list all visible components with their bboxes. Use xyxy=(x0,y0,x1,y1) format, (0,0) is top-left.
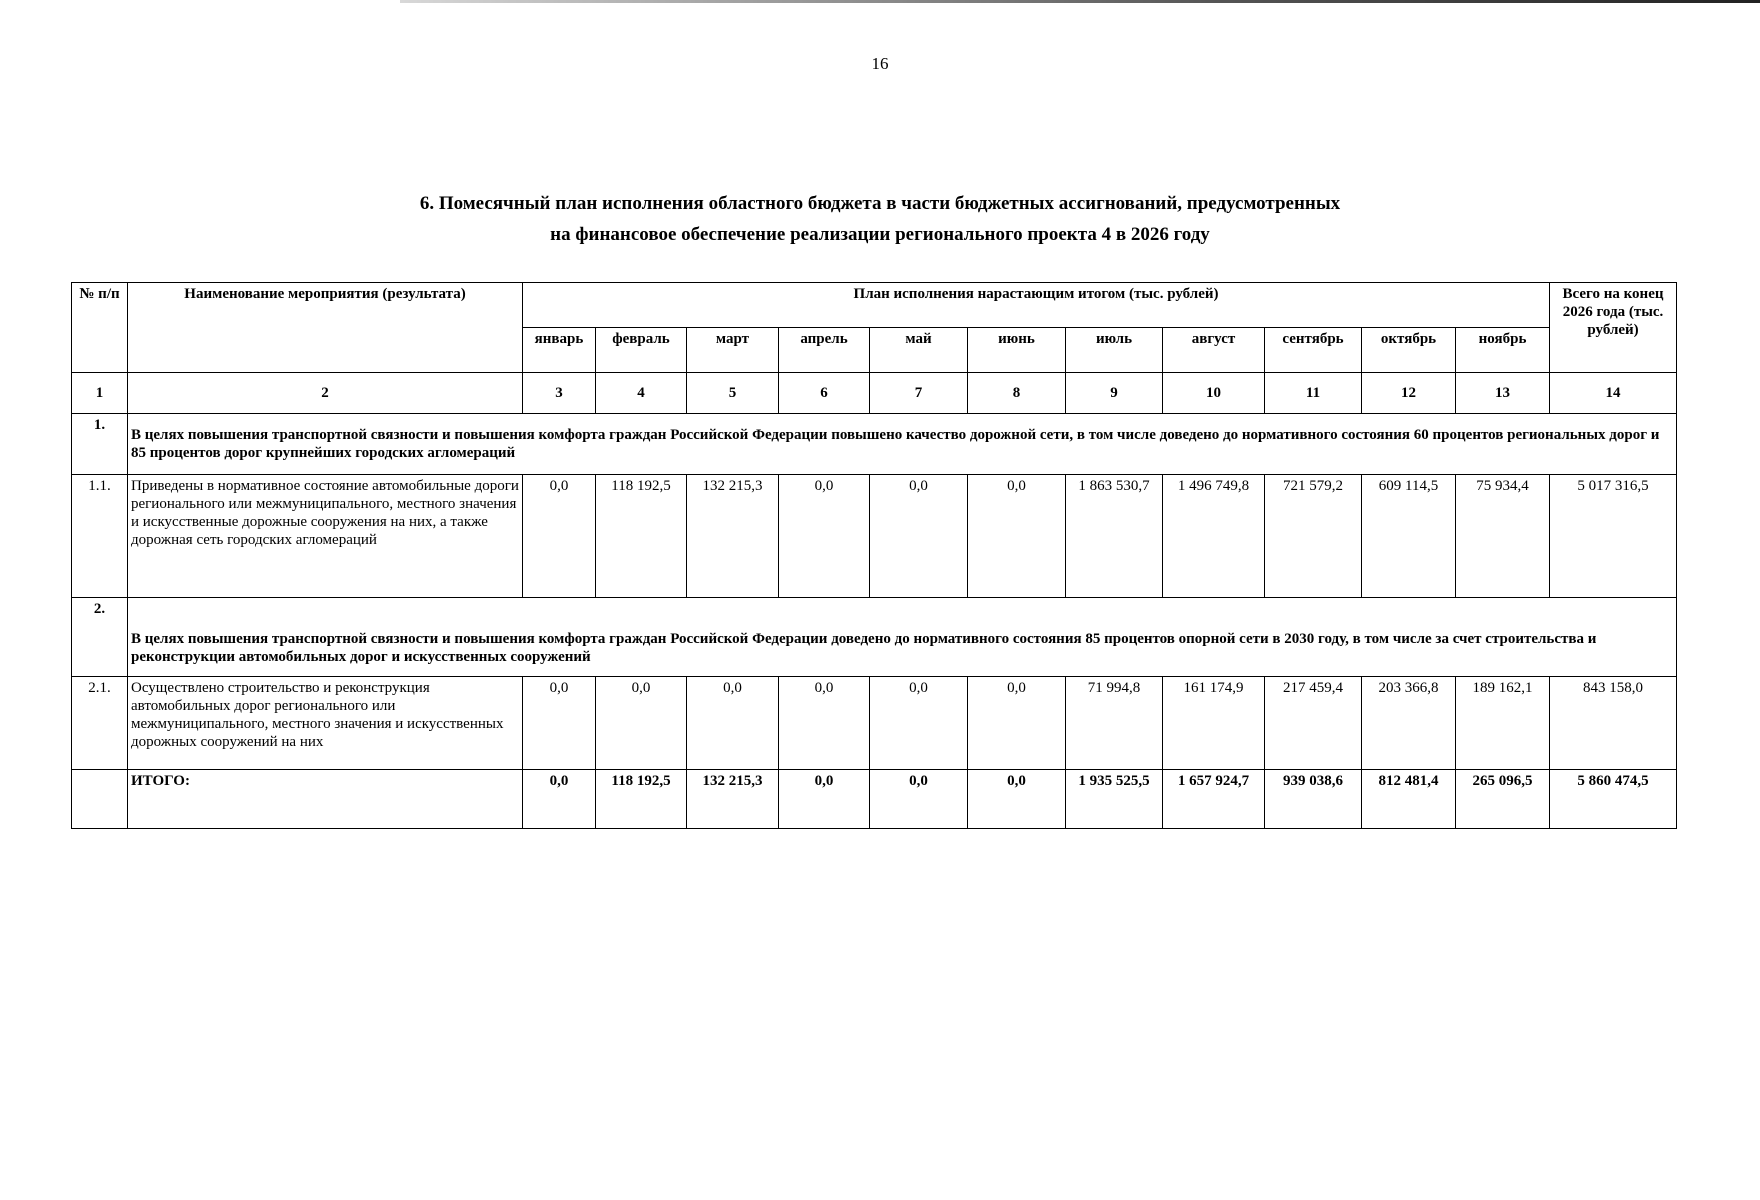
item-name: Приведены в нормативное состояние автомобильные дороги регионального или межмуниципального, местного значения и искусственные дорожные сооружения на них, а также дорожная сеть городских агломераций xyxy=(128,475,523,598)
total-value-cell: 265 096,5 xyxy=(1456,770,1550,829)
table-row xyxy=(72,677,1677,770)
value-cell: 721 579,2 xyxy=(1265,475,1362,598)
column-number: 13 xyxy=(1456,373,1550,414)
value-cell: 1 496 749,8 xyxy=(1163,475,1265,598)
grand-total-label: ИТОГО: xyxy=(128,770,523,829)
header-month: май xyxy=(870,328,968,373)
title-line-2: на финансовое обеспечение реализации регионального проекта 4 в 2026 году xyxy=(550,224,1210,245)
page-top-edge xyxy=(400,0,1760,3)
value-cell: 0,0 xyxy=(870,475,968,598)
value-cell: 609 114,5 xyxy=(1362,475,1456,598)
header-month: октябрь xyxy=(1362,328,1456,373)
column-number: 1 xyxy=(72,373,128,414)
value-cell: 0,0 xyxy=(687,677,779,770)
value-cell: 0,0 xyxy=(968,677,1066,770)
total-num-cell xyxy=(72,770,128,829)
header-month: март xyxy=(687,328,779,373)
header-month: июнь xyxy=(968,328,1066,373)
header-month: февраль xyxy=(596,328,687,373)
header-plan: План исполнения нарастающим итогом (тыс. рублей) xyxy=(523,283,1550,328)
column-number: 2 xyxy=(128,373,523,414)
section-row xyxy=(72,414,1677,475)
total-value-cell: 0,0 xyxy=(870,770,968,829)
column-number: 12 xyxy=(1362,373,1456,414)
header-total: Всего на конец 2026 года (тыс. рублей) xyxy=(1550,283,1677,373)
total-value-cell: 1 935 525,5 xyxy=(1066,770,1163,829)
column-number: 4 xyxy=(596,373,687,414)
item-num: 1.1. xyxy=(72,475,128,598)
value-cell: 0,0 xyxy=(596,677,687,770)
value-cell: 118 192,5 xyxy=(596,475,687,598)
header-month: август xyxy=(1163,328,1265,373)
total-value-cell: 0,0 xyxy=(968,770,1066,829)
document-title xyxy=(0,188,1760,250)
section-text: В целях повышения транспортной связности и повышения комфорта граждан Российской Федерации доведено до нормативного состояния 85 процентов опорной сети в 2030 году, в том числе за счет строительства и реконструкции автомобильных дорог и искусственных сооружений xyxy=(128,598,1677,677)
total-value-cell: 0,0 xyxy=(779,770,870,829)
value-cell: 189 162,1 xyxy=(1456,677,1550,770)
column-number: 6 xyxy=(779,373,870,414)
title-line-1: 6. Помесячный план исполнения областного бюджета в части бюджетных ассигнований, предусмотренных xyxy=(419,193,1341,214)
value-cell: 0,0 xyxy=(779,677,870,770)
column-number: 3 xyxy=(523,373,596,414)
column-number: 10 xyxy=(1163,373,1265,414)
value-cell: 71 994,8 xyxy=(1066,677,1163,770)
row-total-cell: 5 017 316,5 xyxy=(1550,475,1677,598)
total-value-cell: 118 192,5 xyxy=(596,770,687,829)
value-cell: 75 934,4 xyxy=(1456,475,1550,598)
header-name: Наименование мероприятия (результата) xyxy=(128,283,523,373)
row-total-cell: 843 158,0 xyxy=(1550,677,1677,770)
budget-plan-table xyxy=(71,282,1677,829)
column-number: 9 xyxy=(1066,373,1163,414)
grand-total-cell: 5 860 474,5 xyxy=(1550,770,1677,829)
section-row xyxy=(72,598,1677,677)
header-month: ноябрь xyxy=(1456,328,1550,373)
column-number: 8 xyxy=(968,373,1066,414)
section-num: 2. xyxy=(72,598,128,677)
header-month: апрель xyxy=(779,328,870,373)
header-num: № п/п xyxy=(72,283,128,373)
total-value-cell: 939 038,6 xyxy=(1265,770,1362,829)
value-cell: 0,0 xyxy=(779,475,870,598)
total-value-cell: 0,0 xyxy=(523,770,596,829)
value-cell: 0,0 xyxy=(523,475,596,598)
section-num: 1. xyxy=(72,414,128,475)
value-cell: 1 863 530,7 xyxy=(1066,475,1163,598)
value-cell: 0,0 xyxy=(523,677,596,770)
item-num: 2.1. xyxy=(72,677,128,770)
value-cell: 0,0 xyxy=(968,475,1066,598)
column-numbers-row xyxy=(72,373,1677,414)
column-number: 7 xyxy=(870,373,968,414)
column-number: 5 xyxy=(687,373,779,414)
header-month: январь xyxy=(523,328,596,373)
header-month: июль xyxy=(1066,328,1163,373)
value-cell: 217 459,4 xyxy=(1265,677,1362,770)
total-value-cell: 132 215,3 xyxy=(687,770,779,829)
section-text: В целях повышения транспортной связности и повышения комфорта граждан Российской Федерации повышено качество дорожной сети, в том числе доведено до нормативного состояния 60 процентов региональных дорог и 85 процентов дорог крупнейших городских агломераций xyxy=(128,414,1677,475)
value-cell: 161 174,9 xyxy=(1163,677,1265,770)
total-value-cell: 1 657 924,7 xyxy=(1163,770,1265,829)
total-value-cell: 812 481,4 xyxy=(1362,770,1456,829)
item-name: Осуществлено строительство и реконструкция автомобильных дорог регионального или межмуниципального, местного значения и искусственных дорожных сооружений на них xyxy=(128,677,523,770)
page-number: 16 xyxy=(871,54,889,73)
value-cell: 132 215,3 xyxy=(687,475,779,598)
value-cell: 203 366,8 xyxy=(1362,677,1456,770)
column-number: 11 xyxy=(1265,373,1362,414)
table-row xyxy=(72,475,1677,598)
column-number: 14 xyxy=(1550,373,1677,414)
grand-total-row xyxy=(72,770,1677,829)
value-cell: 0,0 xyxy=(870,677,968,770)
header-month: сентябрь xyxy=(1265,328,1362,373)
